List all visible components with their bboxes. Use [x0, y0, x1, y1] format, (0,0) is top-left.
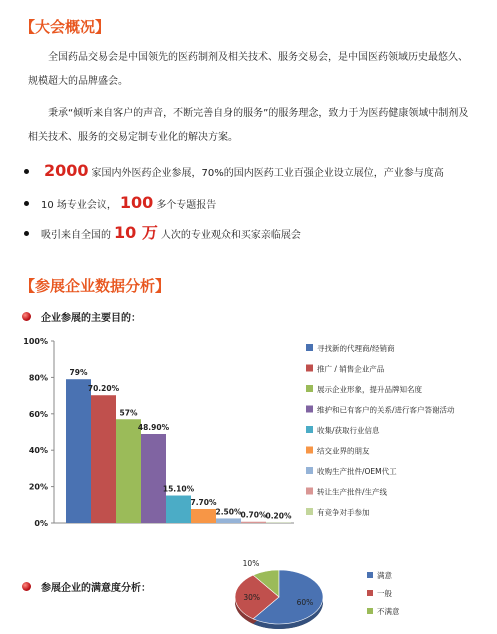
title-bracket-close: 】	[155, 277, 171, 295]
overview-title: 大会概况	[35, 18, 96, 36]
satisfaction-pie-chart	[200, 549, 497, 634]
y-tick-label: 0%	[34, 519, 48, 528]
bar	[241, 522, 266, 523]
bullet-dot-icon	[24, 201, 29, 206]
y-tick-label: 100%	[23, 337, 48, 346]
intro-paragraph-2: 秉承“倾听来自客户的声音，不断完善自身的服务”的服务理念，致力于为医药健康领域中制剂及相关技术、服务的交易定制专业化的解决方案。	[28, 108, 469, 143]
bullet-post: 多个专题报告	[156, 200, 217, 211]
y-tick-label: 20%	[28, 482, 48, 492]
legend-swatch	[306, 385, 313, 392]
bar	[116, 419, 141, 523]
subtitle-purpose-text: 企业参展的主要目的：	[41, 313, 141, 324]
bullet-item	[24, 193, 216, 212]
legend-swatch	[367, 572, 373, 578]
legend-label: 一般	[377, 589, 392, 598]
legend-swatch	[306, 447, 313, 454]
bar-value-label: 7.70%	[190, 497, 217, 507]
legend-swatch	[367, 608, 373, 614]
red-ball-icon	[22, 582, 31, 591]
legend-label: 维护和已有客户的关系/进行客户答谢活动	[317, 405, 455, 415]
legend-swatch	[306, 426, 313, 433]
bar-value-label: 48.90%	[137, 423, 170, 433]
legend-label: 转让生产批件/生产线	[317, 487, 388, 497]
y-tick-label: 60%	[28, 409, 48, 419]
red-ball-icon	[22, 312, 31, 321]
legend-label: 结交业界的朋友	[317, 446, 370, 456]
bullet-highlight: 100	[119, 193, 154, 212]
legend-label: 展示企业形象，提升品牌知名度	[317, 385, 422, 394]
bullet-dot-icon	[24, 231, 29, 236]
legend-label: 寻找新的代理商/经销商	[317, 344, 395, 353]
y-tick-label: 40%	[28, 446, 48, 456]
bar-value-label: 2.50%	[215, 507, 242, 517]
subtitle-satisfaction	[22, 579, 151, 594]
legend-label: 有竞争对手参加	[317, 508, 370, 517]
title-bracket-open: 【	[20, 18, 36, 36]
analysis-title: 参展企业数据分析	[35, 277, 156, 295]
legend-swatch	[306, 344, 313, 351]
bar-value-label: 57%	[119, 408, 138, 418]
legend-swatch	[306, 508, 313, 515]
legend-label: 满意	[377, 571, 392, 580]
bullet-highlight: 2000	[44, 161, 89, 180]
bar-value-label: 0.70%	[240, 510, 267, 520]
bar	[216, 518, 241, 523]
bar	[166, 496, 191, 523]
pie-value-label: 30%	[243, 593, 261, 602]
bullet-item	[24, 161, 444, 180]
intro-paragraph-1: 全国药品交易会是中国领先的医药制剂及相关技术、服务交易会，是中国医药领域历史最悠久、规模超大的品牌盛会。	[28, 52, 468, 87]
bar-value-label: 15.10%	[162, 484, 195, 494]
bar-value-label: 0.20%	[265, 511, 292, 521]
bar	[191, 509, 216, 523]
pie-value-label: 60%	[296, 598, 314, 608]
legend-label: 收集/获取行业信息	[317, 426, 380, 435]
section-title-overview	[20, 16, 110, 37]
section-title-analysis	[20, 275, 170, 296]
bullet-item	[24, 220, 301, 243]
bullet-pre: 吸引来自全国的	[41, 230, 111, 241]
legend-label: 收购生产批件/OEM代工	[317, 467, 397, 476]
bar	[141, 434, 166, 523]
bullet-highlight: 10 万	[114, 223, 158, 242]
y-tick-label: 80%	[28, 373, 48, 383]
pie-value-label: 10%	[242, 559, 260, 568]
bullet-pre: 10 场专业会议，	[41, 200, 117, 211]
bar-value-label: 70.20%	[87, 384, 120, 394]
bar	[91, 395, 116, 523]
legend-swatch	[306, 365, 313, 372]
title-bracket-close: 】	[95, 18, 111, 36]
legend-label: 不满意	[377, 607, 400, 616]
subtitle-satisfaction-text: 参展企业的满意度分析：	[41, 583, 151, 594]
bullet-post: 人次的专业观众和买家亲临展会	[160, 230, 301, 241]
title-bracket-open: 【	[20, 277, 36, 295]
legend-swatch	[306, 488, 313, 495]
bar-value-label: 79%	[69, 368, 88, 378]
legend-swatch	[306, 467, 313, 474]
bullet-post: 家国内外医药企业参展，70%的国内医药工业百强企业设立展位，产业参与度高	[91, 168, 444, 179]
bullet-dot-icon	[24, 169, 29, 174]
legend-swatch	[306, 406, 313, 413]
purpose-bar-chart	[0, 328, 497, 543]
legend-label: 推广 / 销售企业产品	[317, 364, 385, 374]
subtitle-purpose	[22, 309, 141, 324]
legend-swatch	[367, 590, 373, 596]
bar	[66, 379, 91, 523]
